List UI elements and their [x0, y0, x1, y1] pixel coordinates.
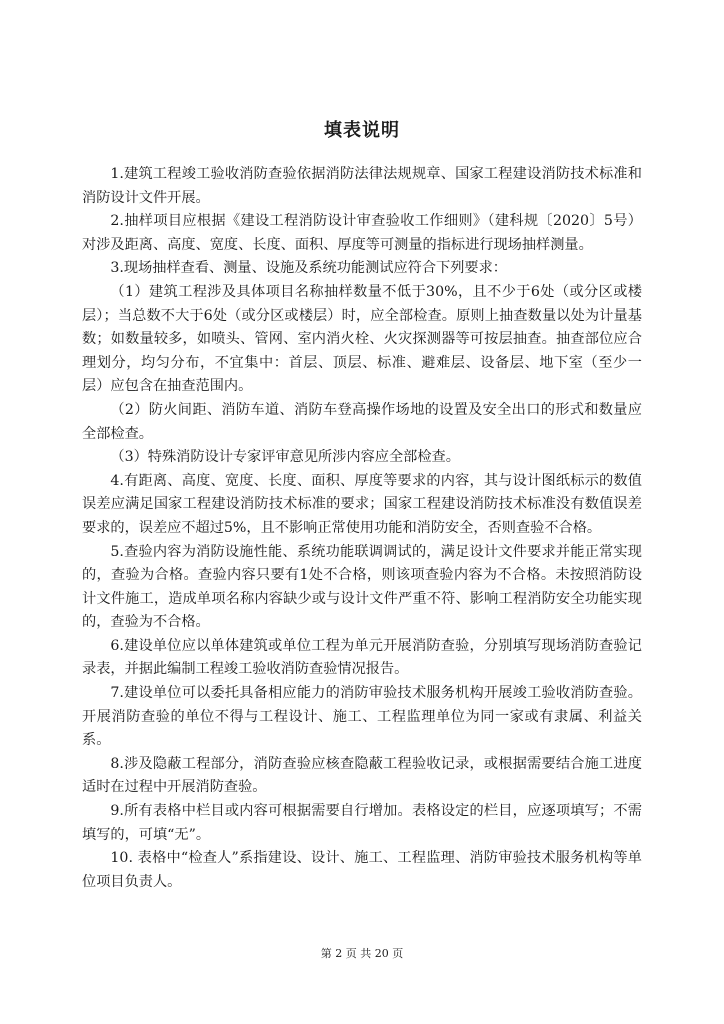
paragraph-5: 5.查验内容为消防设施性能、系统功能联调调试的，满足设计文件要求并能正常实现的，查验为合格。查验内容只要有1处不合格，则该项查验内容为不合格。未按照消防设计文件施工，造成单项名称内容缺少或与设计文件严重不符、影响工程消防安全功能实现的，查验为不合格。 — [82, 543, 642, 631]
paragraph-4: 4.有距离、高度、宽度、长度、面积、厚度等要求的内容，其与设计图纸标示的数值误差应满足国家工程建设消防技术标准的要求；国家工程建设消防技术标准没有数值误差要求的，误差应不超过5%，且不影响正常使用功能和消防安全，否则查验不合格。 — [82, 472, 642, 536]
paragraph-8: 8.涉及隐蔽工程部分，消防查验应核查隐蔽工程验收记录，或根据需要结合施工进度适时在过程中开展消防查验。 — [82, 755, 642, 796]
paragraph-3-3: （3）特殊消防设计专家评审意见所涉内容应全部检查。 — [110, 449, 460, 466]
paragraph-9: 9.所有表格中栏目或内容可根据需要自行增加。表格设定的栏目，应逐项填写；不需填写的，可填“无”。 — [82, 803, 642, 843]
paragraph-2: 2.抽样项目应根据《建设工程消防设计审查验收工作细则》（建科规〔2020〕5号）对涉及距离、高度、宽度、长度、面积、厚度等可测量的指标进行现场抽样测量。 — [82, 213, 642, 253]
instructions-body — [82, 163, 642, 894]
paragraph-3-1: （1）建筑工程涉及具体项目名称抽样数量不低于30%，且不少于6处（或分区或楼层）；当总数不大于6处（或分区或楼层）时，应全部检查。原则上抽查数量以处为计量基数；如数量较多，如喷头、管网、室内消火栓、火灾探测器等可按层抽查。抽查部位应合理划分，均匀分布，不宜集中：首层、顶层、标准、避难层、设备层、地下室（至少一层）应包含在抽查范围内。 — [82, 283, 642, 395]
paragraph-1: 1.建筑工程竣工验收消防查验依据消防法律法规规章、国家工程建设消防技术标准和消防设计文件开展。 — [82, 166, 642, 206]
paragraph-3-2: （2）防火间距、消防车道、消防车登高操作场地的设置及安全出口的形式和数量应全部检查。 — [82, 401, 642, 442]
page-title: 填表说明 — [324, 120, 400, 141]
paragraph-7: 7.建设单位可以委托具备相应能力的消防审验技术服务机构开展竣工验收消防查验。开展消防查验的单位不得与工程设计、施工、工程监理单位为同一家或有隶属、利益关系。 — [82, 685, 642, 749]
paragraph-10: 10. 表格中“检查人”系指建设、设计、施工、工程监理、消防审验技术服务机构等单位项目负责人。 — [82, 850, 642, 890]
paragraph-6: 6.建设单位应以单体建筑或单位工程为单元开展消防查验，分别填写现场消防查验记录表，并据此编制工程竣工验收消防查验情况报告。 — [82, 637, 642, 678]
page-number: 第 2 页 共 20 页 — [320, 947, 404, 960]
paragraph-3: 3.现场抽样查看、测量、设施及系统功能测试应符合下列要求： — [110, 260, 507, 277]
